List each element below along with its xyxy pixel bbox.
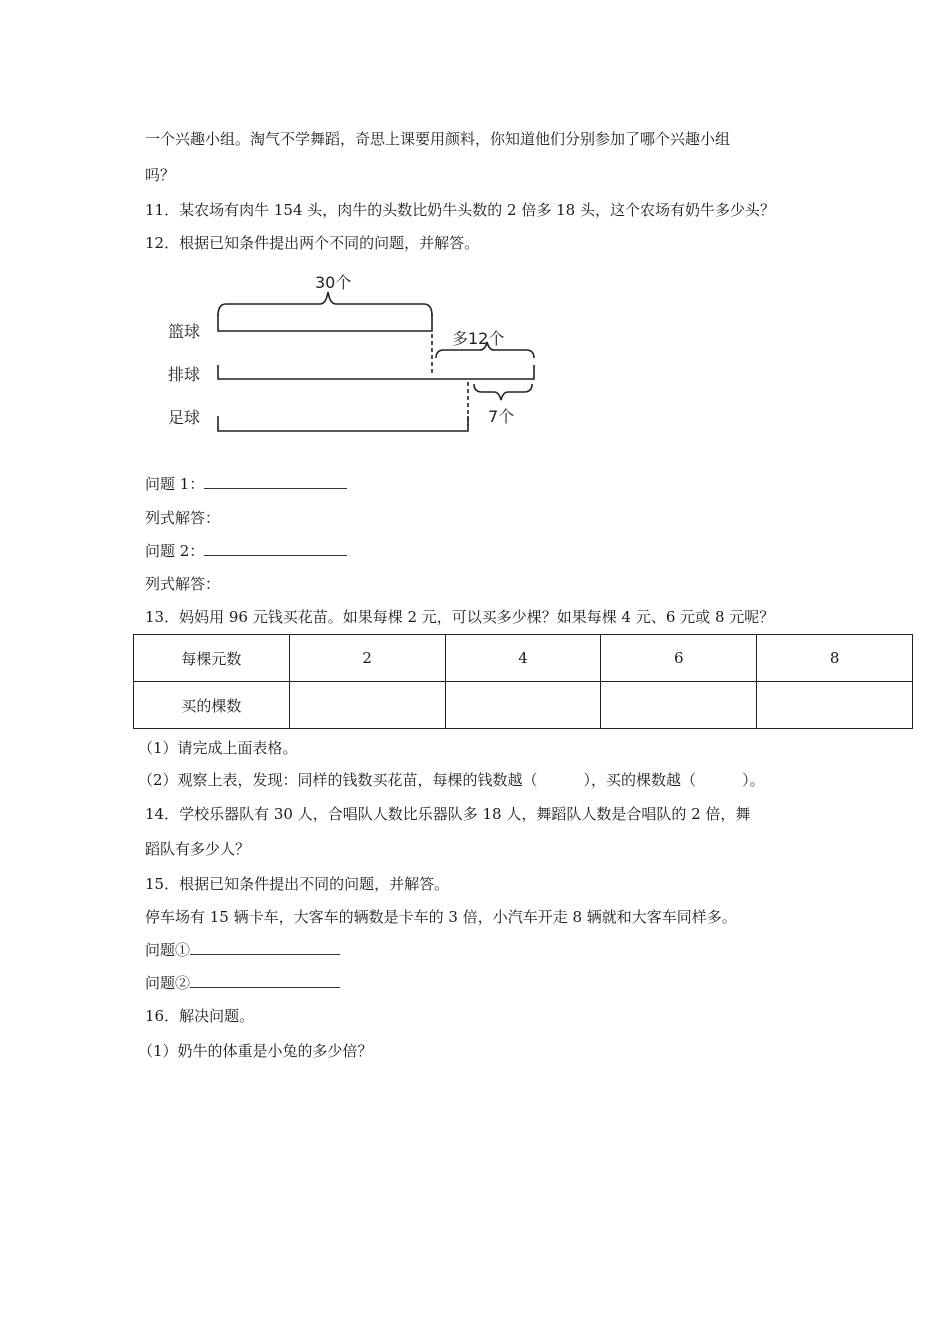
brace-7 (474, 384, 532, 400)
label-football: 足球 (168, 408, 201, 427)
q16-sub1: （1）奶牛的体重是小兔的多少倍？ (138, 1042, 373, 1060)
row2-cell[interactable] (601, 682, 757, 729)
q12-answer1-label: 列式解答： (145, 509, 221, 527)
q15-question2 (145, 972, 340, 993)
q15-question2-blank[interactable] (190, 975, 340, 988)
q12-question1 (145, 473, 347, 494)
question-12-prompt: 12．根据已知条件提出两个不同的问题，并解答。 (145, 234, 480, 252)
question-11: 11．某农场有肉牛 154 头，肉牛的头数比奶牛头数的 2 倍多 18 头，这个农场有奶牛多少头？ (145, 201, 775, 219)
question-16-prompt: 16．解决问题。 (145, 1007, 255, 1025)
q15-question1-blank[interactable] (190, 942, 340, 955)
question-14-line2: 蹈队有多少人？ (145, 840, 251, 858)
table-row (134, 682, 913, 729)
label-30: 30个 (315, 273, 352, 292)
q10-continuation-line2: 吗？ (145, 166, 176, 184)
q12-answer2-label: 列式解答： (145, 575, 221, 593)
row1-cell: 4 (445, 635, 601, 682)
basketball-bar (218, 314, 432, 331)
row2-cell[interactable] (289, 682, 445, 729)
question-15-condition: 停车场有 15 辆卡车，大客车的辆数是卡车的 3 倍，小汽车开走 8 辆就和大客车同样多。 (145, 908, 737, 926)
q15-question2-label: 问题② (145, 974, 191, 992)
q12-question2-blank[interactable] (204, 543, 347, 556)
label-more12: 多12个 (452, 329, 505, 348)
q10-continuation-line1: 一个兴趣小组。淘气不学舞蹈，奇思上课要用颜料，你知道他们分别参加了哪个兴趣小组 (145, 130, 731, 148)
q13-table (133, 634, 913, 729)
line-segment-diagram (160, 264, 560, 434)
q12-question1-label: 问题 1： (145, 475, 205, 493)
label-7: 7个 (488, 407, 515, 426)
q13-sub2-part-c: ）。 (742, 771, 765, 789)
table-row (134, 635, 913, 682)
row1-cell: 6 (601, 635, 757, 682)
q13-sub2-part-a: （2）观察上表，发现：同样的钱数买花苗，每棵的钱数越（ (138, 771, 538, 789)
question-14-line1: 14．学校乐器队有 30 人，合唱队人数比乐器队多 18 人，舞蹈队人数是合唱队的 2 倍，舞 (145, 805, 751, 823)
q12-question2-label: 问题 2： (145, 542, 205, 560)
label-volleyball: 排球 (168, 365, 201, 384)
label-basketball: 篮球 (168, 322, 201, 341)
row2-header: 买的棵数 (134, 682, 290, 729)
q15-question1 (145, 939, 340, 960)
football-bar (218, 416, 468, 431)
brace-30 (218, 292, 432, 316)
q13-sub2-part-b: ），买的棵数越（ (583, 771, 697, 789)
volleyball-bar (218, 365, 534, 379)
q13-sub1: （1）请完成上面表格。 (138, 739, 298, 757)
q13-sub2 (138, 769, 765, 790)
q12-question1-blank[interactable] (204, 476, 347, 489)
question-13-prompt: 13．妈妈用 96 元钱买花苗。如果每棵 2 元，可以买多少棵？如果每棵 4 元、6 元或 8 元呢？ (145, 608, 775, 626)
row1-header: 每棵元数 (134, 635, 290, 682)
row1-cell: 2 (289, 635, 445, 682)
q12-question2 (145, 540, 347, 561)
q15-question1-label: 问题① (145, 941, 191, 959)
row1-cell: 8 (757, 635, 913, 682)
question-15-prompt: 15．根据已知条件提出不同的问题，并解答。 (145, 875, 450, 893)
row2-cell[interactable] (445, 682, 601, 729)
row2-cell[interactable] (757, 682, 913, 729)
